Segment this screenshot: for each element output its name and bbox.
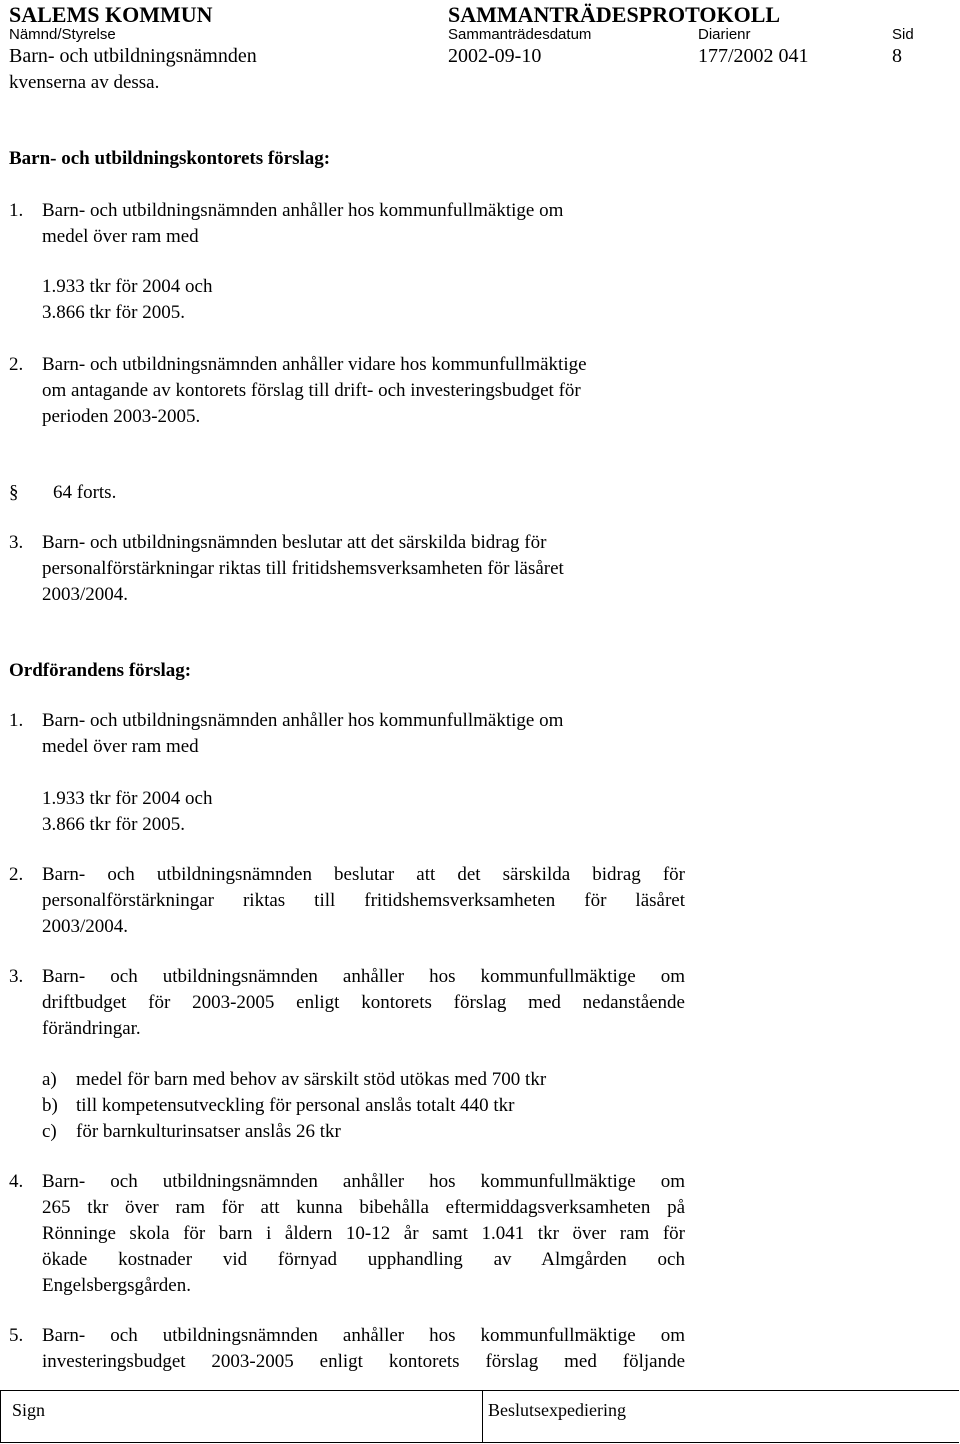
chair-item4-line2: 265 tkr över ram för att kunna bibehålla eftermiddagsverksamheten på [42, 1197, 685, 1218]
office-proposal-heading: Barn- och utbildningskontorets förslag: [9, 148, 331, 169]
chair-item3-line1: Barn- och utbildningsnämnden anhåller hos kommunfullmäktige om [42, 966, 685, 987]
signature-box [0, 1390, 959, 1443]
office-item2-line1: Barn- och utbildningsnämnden anhåller vidare hos kommunfullmäktige [42, 354, 587, 375]
header-label-page: Sid [892, 26, 914, 43]
office-item2-line2: om antagande av kontorets förslag till drift- och investeringsbudget för [42, 380, 581, 401]
chair-item3-line2: driftbudget för 2003-2005 enligt kontorets förslag med nedanstående [42, 992, 685, 1013]
chair-item4-line1: Barn- och utbildningsnämnden anhåller hos kommunfullmäktige om [42, 1171, 685, 1192]
chair-item1-line1: Barn- och utbildningsnämnden anhåller hos kommunfullmäktige om [42, 710, 564, 731]
chair-item4-line5: Engelsbergsgården. [42, 1275, 191, 1296]
section-sign-icon: § [9, 482, 19, 503]
signature-box-divider [482, 1390, 483, 1443]
office-item3-line3: 2003/2004. [42, 584, 129, 605]
chair-item4-line4: ökade kostnader vid förnyad upphandling av Almgården och [42, 1249, 685, 1270]
chair-item1-line2: medel över ram med [42, 736, 199, 757]
office-item2-number: 2. [9, 354, 24, 375]
chair-item2-number: 2. [9, 864, 24, 885]
office-item1-line1: Barn- och utbildningsnämnden anhåller hos kommunfullmäktige om [42, 200, 564, 221]
footer-dispatch-label: Beslutsexpediering [488, 1400, 626, 1420]
chair-item3-line3: förändringar. [42, 1018, 141, 1039]
chair-item2-line2: personalförstärkningar riktas till fritidshemsverksamheten för läsåret [42, 890, 685, 911]
chair-item5-number: 5. [9, 1325, 24, 1346]
chair-item3-sub-b-text: till kompetensutveckling för personal anslås totalt 440 tkr [76, 1095, 515, 1116]
chair-item1-number: 1. [9, 710, 24, 731]
chair-item3-sub-b-letter: b) [42, 1095, 58, 1116]
header-label-diarienr: Diarienr [698, 26, 751, 43]
chair-item5-line2: investeringsbudget 2003-2005 enligt kontorets förslag med följande [42, 1351, 685, 1372]
office-item1-number: 1. [9, 200, 24, 221]
header-value-diarienr: 177/2002 041 [698, 45, 809, 67]
paragraph-reference: 64 forts. [53, 482, 117, 503]
office-item1-amount2: 3.866 tkr för 2005. [42, 302, 186, 323]
chair-item3-number: 3. [9, 966, 24, 987]
header-label-date: Sammanträdesdatum [448, 26, 592, 43]
chair-proposal-heading: Ordförandens förslag: [9, 660, 192, 681]
footer-sign-label: Sign [12, 1400, 46, 1420]
chair-item1-amount1: 1.933 tkr för 2004 och [42, 788, 213, 809]
chair-item3-sub-a-text: medel för barn med behov av särskilt stöd utökas med 700 tkr [76, 1069, 547, 1090]
chair-item3-sub-c-text: för barnkulturinsatser anslås 26 tkr [76, 1121, 341, 1142]
chair-item4-number: 4. [9, 1171, 24, 1192]
office-item3-number: 3. [9, 532, 24, 553]
chair-item3-sub-c-letter: c) [42, 1121, 57, 1142]
office-item2-line3: perioden 2003-2005. [42, 406, 201, 427]
chair-item5-line1: Barn- och utbildningsnämnden anhåller hos kommunfullmäktige om [42, 1325, 685, 1346]
office-item1-amount1: 1.933 tkr för 2004 och [42, 276, 213, 297]
header-label-body: Nämnd/Styrelse [9, 26, 116, 43]
intro-text: kvenserna av dessa. [9, 72, 160, 93]
header-value-page: 8 [892, 45, 902, 67]
chair-item2-line3: 2003/2004. [42, 916, 129, 937]
municipality-name: SALEMS KOMMUN [9, 2, 213, 27]
header-value-body: Barn- och utbildningsnämnden [9, 45, 257, 67]
office-item3-line1: Barn- och utbildningsnämnden beslutar att det särskilda bidrag för [42, 532, 547, 553]
document-type: SAMMANTRÄDESPROTOKOLL [448, 2, 781, 27]
chair-item1-amount2: 3.866 tkr för 2005. [42, 814, 186, 835]
chair-item4-line3: Rönninge skola för barn i åldern 10-12 år samt 1.041 tkr över ram för [42, 1223, 685, 1244]
office-item3-line2: personalförstärkningar riktas till fritidshemsverksamheten för läsåret [42, 558, 564, 579]
header-value-date: 2002-09-10 [448, 45, 542, 67]
office-item1-line2: medel över ram med [42, 226, 199, 247]
chair-item2-line1: Barn- och utbildningsnämnden beslutar att det särskilda bidrag för [42, 864, 685, 885]
chair-item3-sub-a-letter: a) [42, 1069, 57, 1090]
